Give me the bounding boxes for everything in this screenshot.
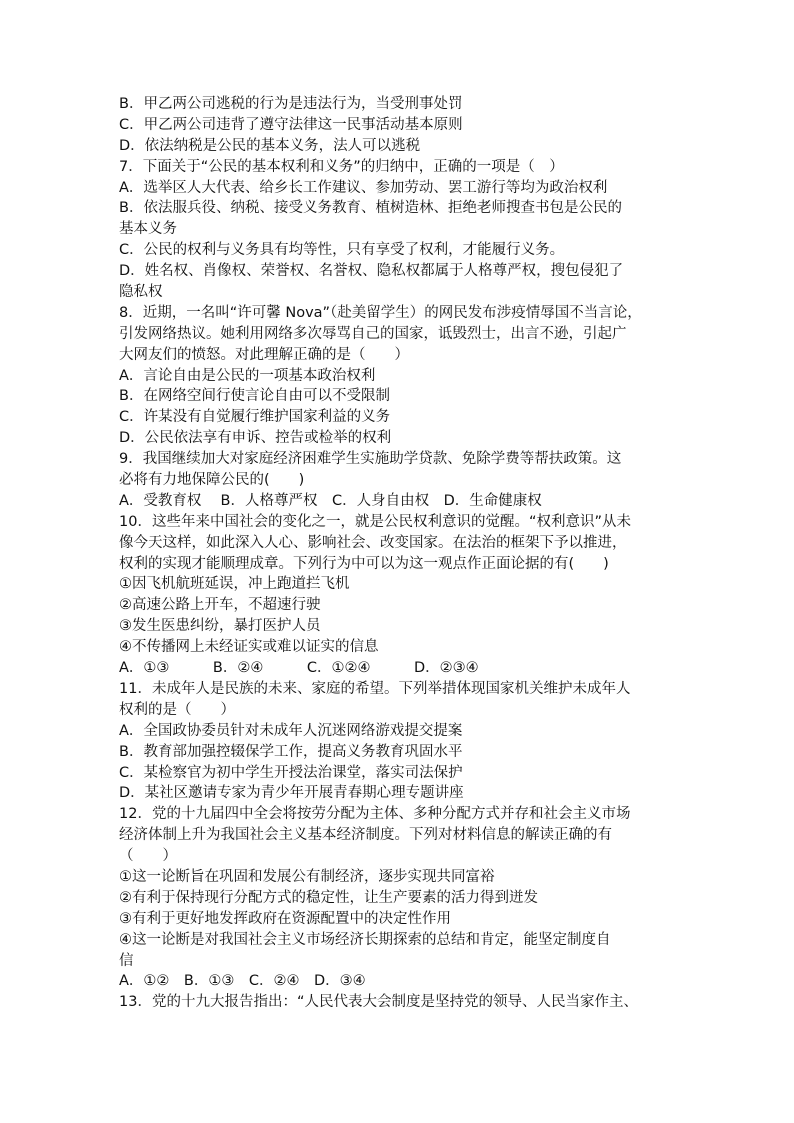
text-line: 必将有力地保障公民的( ): [119, 472, 305, 489]
text-line: 9．我国继续加大对家庭经济困难学生实施助学贷款、免除学费等帮扶政策。这: [119, 451, 622, 468]
text-line: 8．近期，一名叫“许可馨 Nova”（赴美留学生）的网民发布涉疫情辱国不当言论，: [119, 304, 642, 321]
text-line: 13．党的十九大报告指出：“人民代表大会制度是坚持党的领导、人民当家作主、: [119, 994, 638, 1011]
text-line: D．依法纳税是公民的基本义务，法人可以逃税: [119, 137, 421, 154]
text-line: ④不传播网上未经证实或难以证实的信息: [119, 639, 379, 656]
document-page: [119, 94, 691, 1013]
text-line: B．在网络空间行使言论自由可以不受限制: [119, 388, 390, 405]
text-line: 经济体制上升为我国社会主义基本经济制度。下列对材料信息的解读正确的有: [119, 827, 612, 844]
text-line: C．许某没有自觉履行维护国家利益的义务: [119, 409, 391, 426]
text-line: A．受教育权 B．人格尊严权 C．人身自由权 D．生命健康权: [119, 492, 542, 509]
text-line: 大网友们的愤怒。对此理解正确的是（ ）: [119, 346, 409, 363]
text-line: 信: [119, 952, 134, 969]
text-line: ②高速公路上开车，不超速行驶: [119, 597, 321, 614]
text-line: C．公民的权利与义务具有均等性，只有享受了权利，才能履行义务。: [119, 242, 565, 259]
text-line: 11．未成年人是民族的未来、家庭的希望。下列举措体现国家机关维护未成年人: [119, 680, 631, 697]
text-line: D．公民依法享有申诉、控告或检举的权利: [119, 430, 392, 447]
text-line: C．某检察官为初中学生开授法治课堂，落实司法保护: [119, 764, 463, 781]
text-line: ②有利于保持现行分配方式的稳定性，让生产要素的活力得到迸发: [119, 889, 538, 906]
text-line: A．选举区人大代表、给乡长工作建议、参加劳动、罢工游行等均为政治权利: [119, 179, 608, 196]
text-line: C．甲乙两公司违背了遵守法律这一民事活动基本原则: [119, 116, 463, 133]
text-line: ①这一论断旨在巩固和发展公有制经济，逐步实现共同富裕: [119, 868, 495, 885]
text-line: 基本义务: [119, 221, 177, 238]
text-line: A．①② B．①③ C．②④ D．③④: [119, 973, 366, 990]
text-line: 7．下面关于“公民的基本权利和义务”的归纳中，正确的一项是（ ）: [119, 158, 564, 175]
text-line: （ ）: [119, 848, 177, 865]
text-line: ①因飞机航班延误，冲上跑道拦飞机: [119, 576, 350, 593]
text-line: 12．党的十九届四中全会将按劳分配为主体、多种分配方式并存和社会主义市场: [119, 806, 631, 823]
text-line: ④这一论断是对我国社会主义市场经济长期探索的总结和肯定，能坚定制度自: [119, 931, 611, 948]
text-line: 10．这些年来中国社会的变化之一，就是公民权利意识的觉醒。“权利意识”从未: [119, 513, 631, 530]
text-line: B．教育部加强控辍保学工作，提高义务教育巩固水平: [119, 743, 463, 760]
text-line: A．全国政协委员针对未成年人沉迷网络游戏提交提案: [119, 722, 463, 739]
text-line: 权利的是（ ）: [119, 701, 235, 718]
text-line: ③发生医患纠纷，暴打医护人员: [119, 618, 321, 635]
text-line: 像今天这样，如此深入人心、影响社会、改变国家。在法治的框架下予以推进，: [119, 534, 627, 551]
text-line: 引发网络热议。她利用网络多次辱骂自己的国家，诋毁烈士，出言不逊，引起广: [119, 325, 627, 342]
text-line: A．言论自由是公民的一项基本政治权利: [119, 367, 376, 384]
text-line: 隐私权: [119, 284, 163, 301]
text-line: A．①③ B．②④ C．①②④ D．②③④: [119, 660, 479, 677]
text-line: D．姓名权、肖像权、荣誉权、名誉权、隐私权都属于人格尊严权，搜包侵犯了: [119, 263, 624, 280]
text-line: ③有利于更好地发挥政府在资源配置中的决定性作用: [119, 910, 451, 927]
text-line: 权利的实现才能顺理成章。下列行为中可以为这一观点作正面论据的有( ): [119, 555, 609, 572]
text-line: B．依法服兵役、纳税、接受义务教育、植树造林、拒绝老师搜查书包是公民的: [119, 200, 622, 217]
text-line: B．甲乙两公司逃税的行为是违法行为，当受刑事处罚: [119, 96, 463, 112]
text-line: D．某社区邀请专家为青少年开展青春期心理专题讲座: [119, 785, 464, 802]
